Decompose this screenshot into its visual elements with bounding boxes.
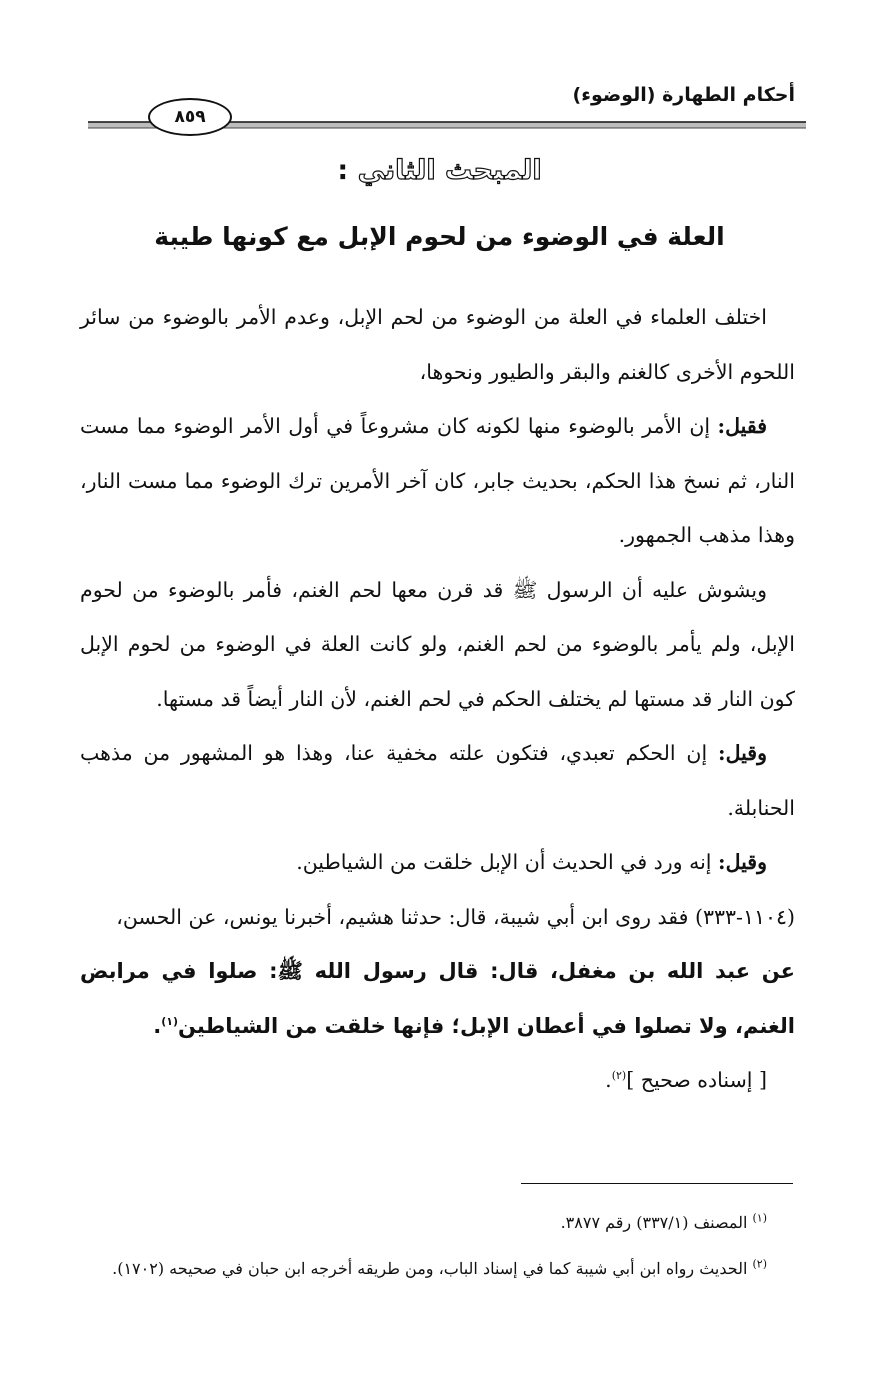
hadith-end: . <box>153 1013 162 1038</box>
opinion-text: إن الأمر بالوضوء منها لكونه كان مشروعاً في أول الأمر الوضوء مما مست النار، ثم نسخ هذا الحكم، بحديث جابر، كان آخر الأمرين ترك الوضوء مما مست النار، وهذا مذهب الجمهور. <box>80 414 795 547</box>
opinion-label: وقيل: <box>718 741 767 765</box>
hadith-body: عن عبد الله بن مغفل، قال: قال رسول الله ﷺ: صلوا في مرابض الغنم، ولا تصلوا في أعطان الإبل؛ فإنها خلقت من الشياطين <box>80 959 795 1038</box>
running-title: أحكام الطهارة (الوضوء) <box>572 84 795 106</box>
paragraph-objection: ويشوش عليه أن الرسول ﷺ قد قرن معها لحم الغنم، فأمر بالوضوء من لحوم الإبل، ولم يأمر بالوضوء من لحم الغنم، ولو كانت العلة في الوضوء من لحوم الإبل كون النار قد مستها لم يختلف الحكم في لحم الغنم، لأن النار أيضاً قد مستها. <box>80 577 795 711</box>
footnote-marker-2[interactable]: (٢) <box>611 1069 627 1083</box>
page-number: ٨٥٩ <box>148 98 232 136</box>
paragraph-isnad: (١١٠٤-٣٣٣) فقد روى ابن أبي شيبة، قال: حدثنا هشيم، أخبرنا يونس، عن الحسن، <box>116 904 795 929</box>
footnotes <box>82 1200 795 1292</box>
opinion-label: فقيل: <box>717 414 767 438</box>
footnote-1 <box>82 1200 795 1246</box>
grading-text: [ إسناده صحيح ] <box>626 1068 767 1092</box>
paragraph-first-opinion <box>80 399 795 563</box>
footnote-separator <box>521 1183 793 1184</box>
footnote-2-text: الحديث رواه ابن أبي شيبة كما في إسناد الباب، ومن طريقه أخرجه ابن حبان في صحيحه (١٧٠٢). <box>112 1259 753 1278</box>
section-heading-colon: : <box>337 155 349 186</box>
footnote-1-text: المصنف (٣٣٧/١) رقم ٣٨٧٧. <box>560 1213 753 1232</box>
chapter-title: العلة في الوضوء من لحوم الإبل مع كونها طيبة <box>154 222 725 251</box>
footnote-marker-1[interactable]: (١) <box>161 1014 178 1028</box>
opinion-label: وقيل: <box>718 850 767 874</box>
paragraph-third-opinion <box>80 835 795 890</box>
section-heading-label: المبحث الثاني <box>357 155 542 186</box>
paragraph-intro: اختلف العلماء في العلة من الوضوء من لحم الإبل، وعدم الأمر بالوضوء من سائر اللحوم الأخرى كالغنم والبقر والطيور ونحوها، <box>80 305 795 384</box>
section-heading <box>0 155 879 186</box>
opinion-text: إنه ورد في الحديث أن الإبل خلقت من الشياطين. <box>296 850 719 874</box>
hadith-text <box>80 944 795 1053</box>
paragraph-second-opinion <box>80 726 795 835</box>
footnote-2 <box>82 1246 795 1292</box>
footnote-1-number: (١) <box>752 1211 767 1225</box>
grading-end: . <box>605 1068 612 1092</box>
grading-line <box>80 1053 795 1108</box>
footnote-2-number: (٢) <box>752 1257 767 1271</box>
body-text <box>80 290 795 1108</box>
opinion-text: إن الحكم تعبدي، فتكون علته مخفية عنا، وهذا هو المشهور من مذهب الحنابلة. <box>80 741 795 820</box>
